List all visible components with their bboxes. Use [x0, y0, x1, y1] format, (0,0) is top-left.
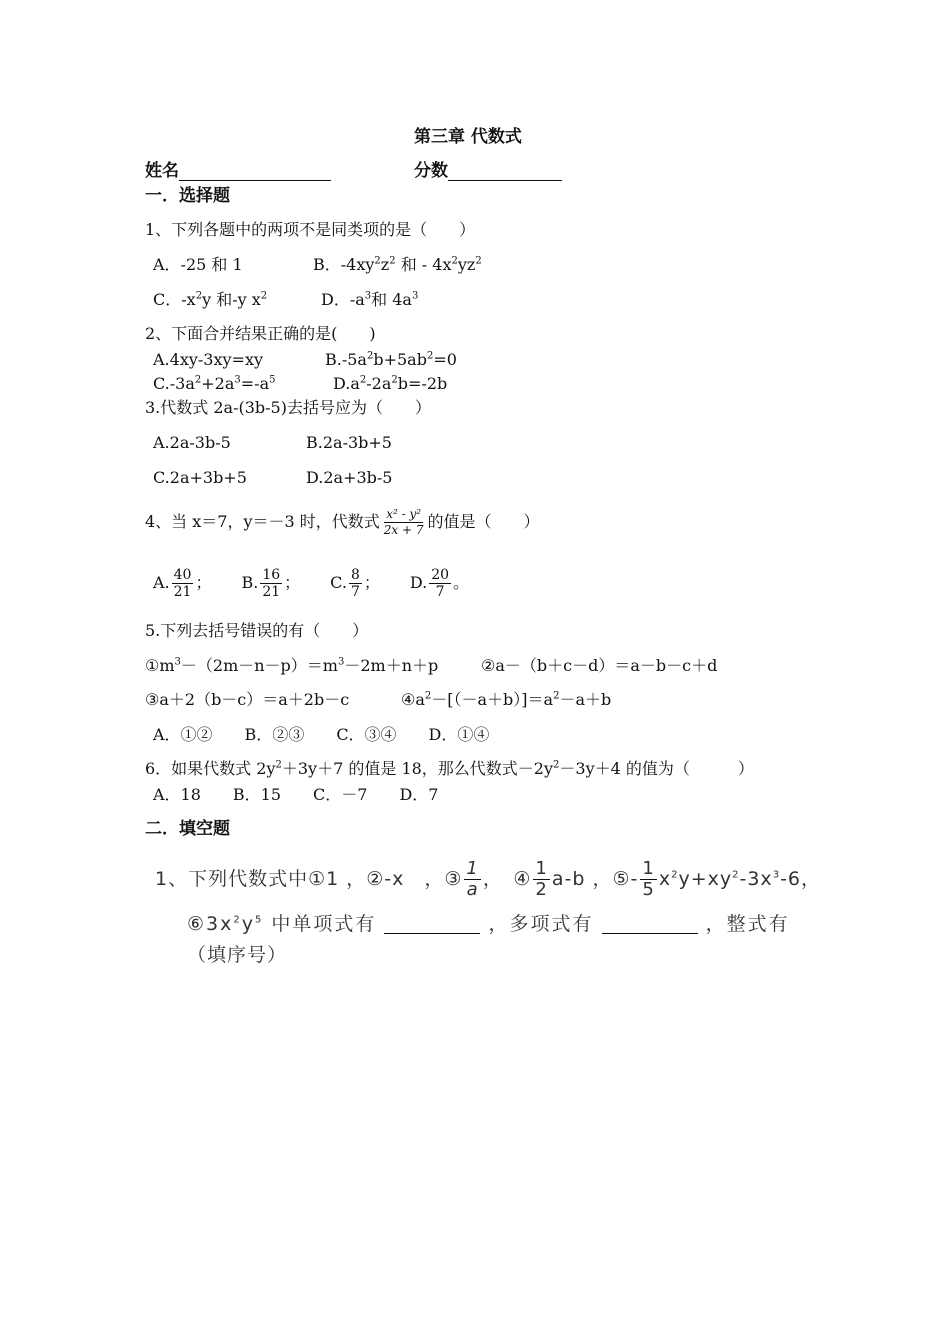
q3-option-c: C.2a+3b+5: [153, 468, 247, 487]
score-line: [414, 161, 562, 181]
fill1-blank-polynomial[interactable]: [602, 915, 698, 934]
q5-item-2: ②a－（b＋c－d）＝a－b－c＋d: [481, 656, 718, 675]
q4-option-c: C. $\frac{8}{7}$ ；: [330, 567, 380, 600]
score-label: 分数: [414, 161, 448, 181]
fill1-fraction-1: $\frac{1}{a}$: [466, 858, 479, 900]
fill1-fraction-2: $\frac{1}{2}$: [535, 858, 548, 900]
q2-option-a: A.4xy-3xy=xy: [153, 350, 263, 369]
q6-stem: 6．如果代数式 $2y^2+3y+7$ 的值是 18，那么代数式$-2y^2-3y+4$ 的值为（ ）: [145, 759, 754, 778]
q2-option-c: $C.-3a^2+2a^3=-a^5$: [153, 374, 276, 393]
q4-expression-fraction: $\frac{\text{x² - y²}}{2x + 7}$: [383, 507, 424, 537]
q4-option-d: D. $\frac{20}{7}$ 。: [409, 567, 470, 600]
fill1-line-2: $⑥3x^2y^5$ 中单项式有 ，多项式有 ，整式有: [187, 913, 790, 935]
q5-item-3: ③a＋2（b－c）＝a＋2b－c: [145, 690, 350, 709]
q2-option-d: $D.a^2-2a^2b=-2b$: [333, 374, 448, 393]
q5-item-1: $①m^3-(2m-n-p)=m^3-2m+n+p$: [145, 656, 439, 675]
fill1-blank-monomial[interactable]: [384, 915, 480, 934]
score-blank[interactable]: [448, 162, 562, 181]
q2-stem: 2、下面合并结果正确的是( ): [145, 324, 376, 343]
name-line: [145, 161, 331, 181]
fill1-line-1: 1、下列代数式中①1 ，②-x ，③ $\frac{1}{a}$ ， ④ $\frac{1}{2}$ a-b ，⑤- $\frac{1}{5}$ $x^2y+xy^2-3x^3-6$，: [155, 858, 822, 900]
section-heading-choice: 一．选择题: [145, 186, 230, 206]
page-title: 第三章 代数式: [414, 127, 522, 147]
q1-option-a: A．-25 和 1: [153, 255, 243, 274]
fill1-line-3: （填序号）: [187, 944, 288, 966]
q2-option-b: $B.-5a^2b+5ab^2=0$: [325, 350, 457, 369]
q5-stem: 5.下列去括号错误的有（ ）: [145, 621, 369, 640]
q1-option-c: C．$-x^2y$ 和-y $x^2$: [153, 290, 268, 309]
q4-options: [153, 564, 469, 602]
fill1-fraction-3: $\frac{1}{5}$: [642, 858, 655, 900]
q3-option-d: D.2a+3b-5: [306, 468, 393, 487]
section-heading-fill: 二．填空题: [145, 819, 230, 839]
q1-option-b: B．$-4xy^2z^2$ 和 - $4x^2yz^2$: [313, 255, 482, 274]
q5-options: A．①② B．②③ C．③④ D．①④: [153, 725, 490, 744]
q4-option-a: A. $\frac{40}{21}$ ；: [153, 567, 212, 600]
q3-option-a: A.2a-3b-5: [153, 433, 231, 452]
q1-option-d: D．$-a^3$和 $4a^3$: [321, 290, 419, 309]
q4-option-b: B. $\frac{16}{21}$ ；: [241, 567, 301, 600]
q6-options: A．18 B．15 C．－7 D．7: [153, 785, 439, 804]
name-label: 姓名: [145, 161, 179, 181]
q3-stem: 3.代数式 2a-(3b-5)去括号应为（ ）: [145, 398, 431, 417]
name-blank[interactable]: [179, 162, 331, 181]
q4-stem: 4、当 x＝7，y＝－3 时，代数式 $\frac{\text{x² - y²}}{2x + 7}$ 的值是（ ）: [145, 507, 540, 537]
q3-option-b: B.2a-3b+5: [306, 433, 392, 452]
q1-stem: 1、下列各题中的两项不是同类项的是（ ）: [145, 220, 476, 239]
q5-item-4: $④a^2-[(-a+b)]=a^2-a+b$: [401, 690, 612, 709]
